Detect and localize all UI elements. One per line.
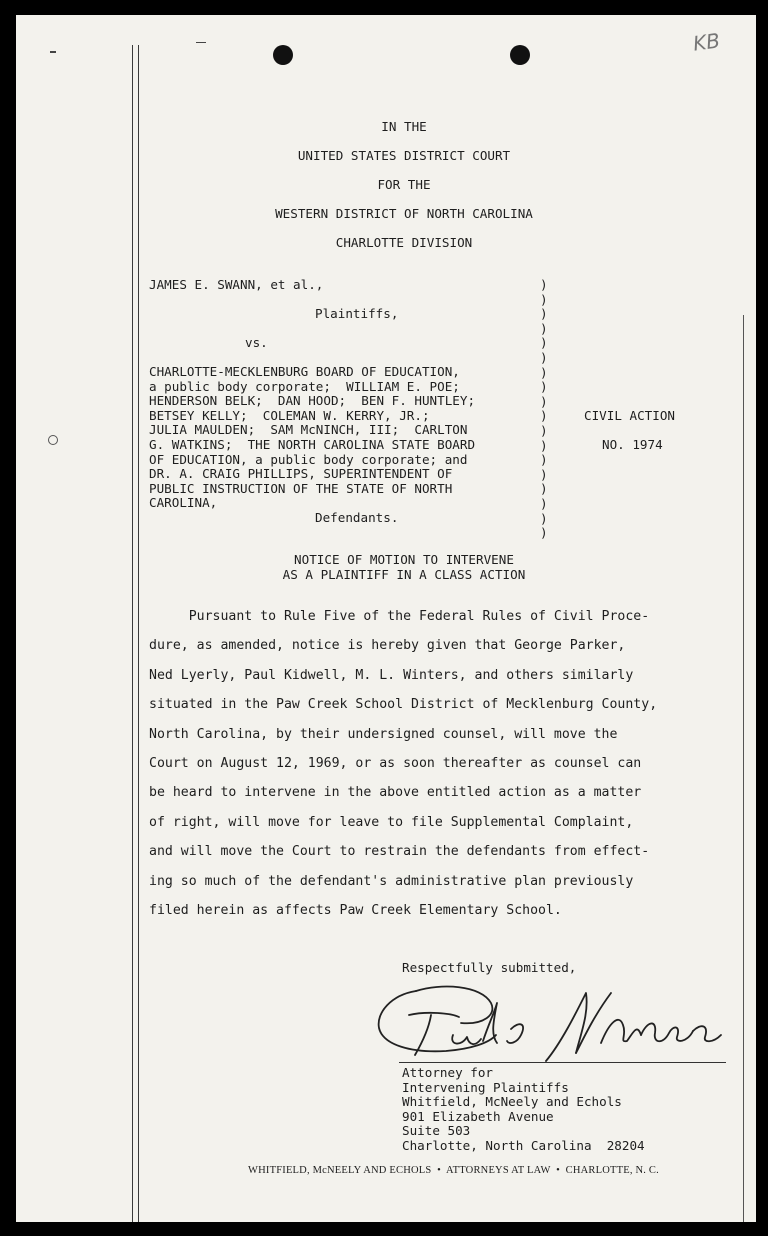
notice-title-line-1: NOTICE OF MOTION TO INTERVENE [294,552,514,567]
attorney-role-2: Intervening Plaintiffs [402,1079,569,1095]
defendant-line: DR. A. CRAIG PHILLIPS, SUPERINTENDENT OF [149,466,453,482]
defendant-line: PUBLIC INSTRUCTION OF THE STATE OF NORTH [149,480,453,496]
defendant-line: OF EDUCATION, a public body corporate; and [149,451,468,467]
handwritten-initials: KB [691,28,722,56]
header-line-1: IN THE [381,119,427,134]
notice-title-line-2: AS A PLAINTIFF IN A CLASS ACTION [282,566,526,582]
header-line-2: UNITED STATES DISTRICT COURT [297,148,511,163]
speck [50,51,56,53]
body-line: ing so much of the defendant's administrative plan previously [149,873,634,889]
body-line: Pursuant to Rule Five of the Federal Rules of Civil Proce- [149,609,650,624]
body-line: be heard to intervene in the above entitled action as a matter [149,785,642,801]
defendant-line: CAROLINA, [149,495,218,511]
defendant-line: CHARLOTTE-MECKLENBURG BOARD OF EDUCATION, [149,364,460,379]
defendants-label: Defendants. [315,510,399,525]
versus: vs. [245,335,268,350]
defendant-line: G. WATKINS; THE NORTH CAROLINA STATE BOARD [149,437,476,452]
punch-hole-right [510,45,530,65]
plaintiff-name: JAMES E. SWANN, et al., [149,277,324,292]
case-type: CIVIL ACTION [584,408,675,423]
body-line: filed herein as affects Paw Creek Elementary School. [149,903,562,918]
defendant-line: HENDERSON BELK; DAN HOOD; BEN F. HUNTLEY; [149,393,476,409]
city-state-zip: Charlotte, North Carolina 28204 [402,1138,645,1153]
speck [196,42,206,43]
header-line-3: FOR THE [377,177,431,192]
firm-name: Whitfield, McNeely and Echols [402,1094,622,1110]
suite: Suite 503 [402,1123,471,1139]
body-line: Ned Lyerly, Paul Kidwell, M. L. Winters, and others similarly [149,667,634,683]
handwritten-signature [371,973,731,1073]
defendant-line: BETSEY KELLY; COLEMAN W. KERRY, JR.; [149,407,430,423]
body-line: North Carolina, by their undersigned counsel, will move the [149,726,618,742]
attorney-role-1: Attorney for [402,1065,493,1080]
body-line: dure, as amended, notice is hereby given that George Parker, [149,638,626,654]
body-line: of right, will move for leave to file Supplemental Complaint, [149,814,634,830]
body-line: and will move the Court to restrain the defendants from effect- [149,844,650,860]
caption-parentheses: ) ) ) ) ) ) ) ) ) ) ) ) ) ) ) ) ) ) [540,277,548,541]
body-line: Court on August 12, 1969, or as soon thereafter as counsel can [149,756,642,771]
header-line-4: WESTERN DISTRICT OF NORTH CAROLINA [275,206,533,221]
margin-rule-right [743,315,744,1222]
defendant-line: JULIA MAULDEN; SAM McNINCH, III; CARLTON [149,422,468,438]
letterhead-footer: WHITFIELD, McNEELY AND ECHOLS • ATTORNEYS AT LAW • CHARLOTTE, N. C. [248,1165,659,1176]
case-number: NO. 1974 [602,437,663,452]
signature-line [399,1062,726,1063]
salutation: Respectfully submitted, [402,960,577,975]
defendant-line: a public body corporate; WILLIAM E. POE; [149,378,460,394]
plaintiffs-label: Plaintiffs, [315,306,399,321]
document-page [16,15,756,1222]
street-address: 901 Elizabeth Avenue [402,1108,554,1124]
body-line: situated in the Paw Creek School District of Mecklenburg County, [149,697,658,713]
punch-hole-left [273,45,293,65]
margin-hole [48,435,58,445]
header-line-5: CHARLOTTE DIVISION [335,235,473,250]
